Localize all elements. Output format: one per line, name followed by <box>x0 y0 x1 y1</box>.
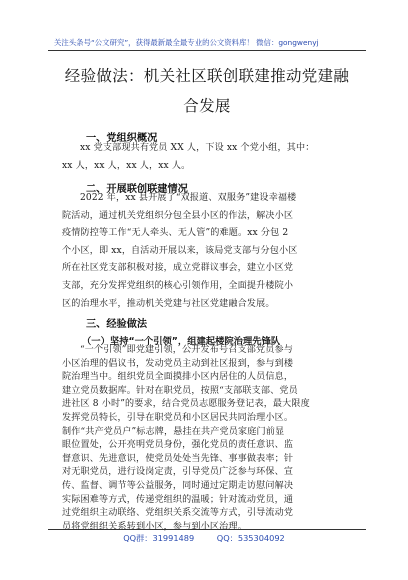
document-title-line-1: 经验做法：机关社区联创联建推动党建融 <box>64 67 350 85</box>
paragraph-line: 支部，充分发挥党组织的核心引领作用，全面提升楼院小 <box>62 280 294 291</box>
footer-qq: QQ：535304092 <box>216 533 285 543</box>
paragraph-line: 疫情防控等工作“无人牵头、无人管”的难题。xx 分包 2 <box>62 228 289 239</box>
subsection-1-heading: （一）坚持“一个引领”，组建起楼院治理先锋队 <box>82 336 281 347</box>
section-1-body <box>62 140 362 175</box>
paragraph-line: xx 党支部现共有党员 XX 人，下设 xx 个党小组，其中： <box>80 143 315 153</box>
paragraph-line: 建立党员数据库。针对在职党员，按照“支部联支部、党员 <box>62 385 298 396</box>
paragraph-line: 小区治理的倡议书，发动党员主动到社区报到，参与到楼 <box>62 358 294 369</box>
paragraph-line: 院治理当中。组织党员全面摸排小区内居住的人员信息， <box>62 372 294 383</box>
paragraph-line: “一个引领”即党建引领，公开发布号召支部党员参与 <box>80 345 293 355</box>
section-2-heading: 二、开展联创联建情况 <box>86 184 188 195</box>
header-divider <box>48 50 366 51</box>
paragraph-line: 进社区 8 小时”的要求，结合党员志愿服务登记表，最大限度 <box>62 399 310 410</box>
paragraph-line: 传、监督、调节等公益服务，同时通过定期走访慰问解决 <box>62 480 294 491</box>
paragraph-line: 区的治理水平，推动机关党建与社区党建融合发展。 <box>62 298 275 309</box>
paragraph-line: 对无职党员，进行设岗定责，引导党员广泛参与环保、宣 <box>62 467 294 478</box>
paragraph-line: 督意识、先进意识，使党员处处当先锋、事事做表率；针 <box>62 453 294 464</box>
subsection-1-body <box>62 344 362 534</box>
footer <box>0 533 408 544</box>
paragraph-line: 过党组织主动联络、党组织关系交流等方式，引导流动党 <box>62 508 294 519</box>
section-3-heading: 三、经验做法 <box>86 319 148 330</box>
paragraph-line: 2022 年，xx 县开展了“双报道、双服务”建设幸福楼 <box>80 193 297 203</box>
paragraph-line: 眼位置处，公开亮明党员身份，强化党员的责任意识、监 <box>62 440 294 451</box>
paragraph-line: 员将党组织关系转到小区，参与到小区治理。 <box>62 521 247 532</box>
header-banner: 关注头条号“公文研究”，获得最新最全最专业的公文资料库！ 微信：gongwenyj <box>54 38 319 47</box>
footer-divider <box>48 529 366 530</box>
document-title-line-2: 合发展 <box>183 97 231 115</box>
section-1-heading: 一、党组织概况 <box>86 133 158 144</box>
paragraph-line: 制作“共产党员户”标志牌，悬挂在共产党员家庭门前显 <box>62 426 285 437</box>
paragraph-line: 所在社区党支部积极对接，成立党群议事会，建立小区党 <box>62 263 294 274</box>
footer-qq-group: QQ群：31991489 <box>123 533 195 543</box>
paragraph-line: 院活动，通过机关党组织分包全县小区的作法，解决小区 <box>62 210 294 221</box>
paragraph-line: 个小区，即 xx，自活动开展以来，该局党支部与分包小区 <box>62 245 298 256</box>
paragraph-line: 实际困难等方式，传递党组织的温暖；针对流动党员，通 <box>62 494 294 505</box>
section-2-body <box>62 190 362 313</box>
paragraph-line: 发挥党员特长，引导在职党员和小区居民共同治理小区。 <box>62 412 294 423</box>
paragraph-line: xx 人，xx 人，xx 人，xx 人。 <box>62 160 191 171</box>
